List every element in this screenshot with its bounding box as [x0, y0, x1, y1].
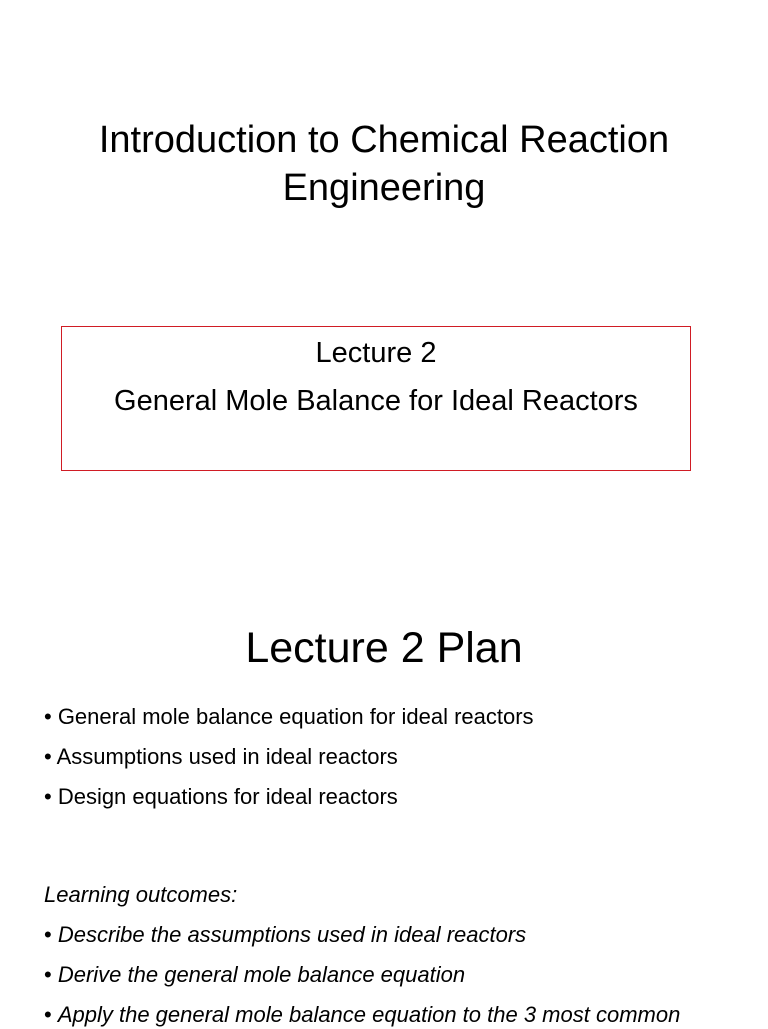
- bullet-marker: •: [44, 922, 58, 947]
- title-line-2: Engineering: [282, 167, 486, 209]
- title-line-1: Introduction to Chemical Reaction: [98, 119, 670, 161]
- outcome-item: [44, 961, 465, 989]
- outcome-item: [44, 1001, 680, 1029]
- slide-title: [30, 116, 738, 212]
- plan-item: • General mole balance equation for ideal reactors: [44, 704, 534, 729]
- bullet-marker: •: [44, 1002, 58, 1027]
- bullet-marker: •: [44, 962, 58, 987]
- outcome-text: Describe the assumptions used in ideal reactors: [57, 922, 527, 947]
- lecture-number: Lecture 2: [315, 337, 437, 369]
- lecture-box: [61, 326, 691, 471]
- plan-item: • Assumptions used in ideal reactors: [44, 744, 398, 769]
- outcome-text: Apply the general mole balance equation to the 3 most common: [57, 1002, 681, 1027]
- outcomes-heading: Learning outcomes:: [44, 882, 238, 907]
- outcome-item: [44, 921, 526, 949]
- slide-title: Lecture 2 Plan: [245, 624, 523, 672]
- lecture-subtitle: General Mole Balance for Ideal Reactors: [114, 385, 638, 417]
- outcome-text: Derive the general mole balance equation: [57, 962, 466, 987]
- plan-item: • Design equations for ideal reactors: [44, 784, 398, 809]
